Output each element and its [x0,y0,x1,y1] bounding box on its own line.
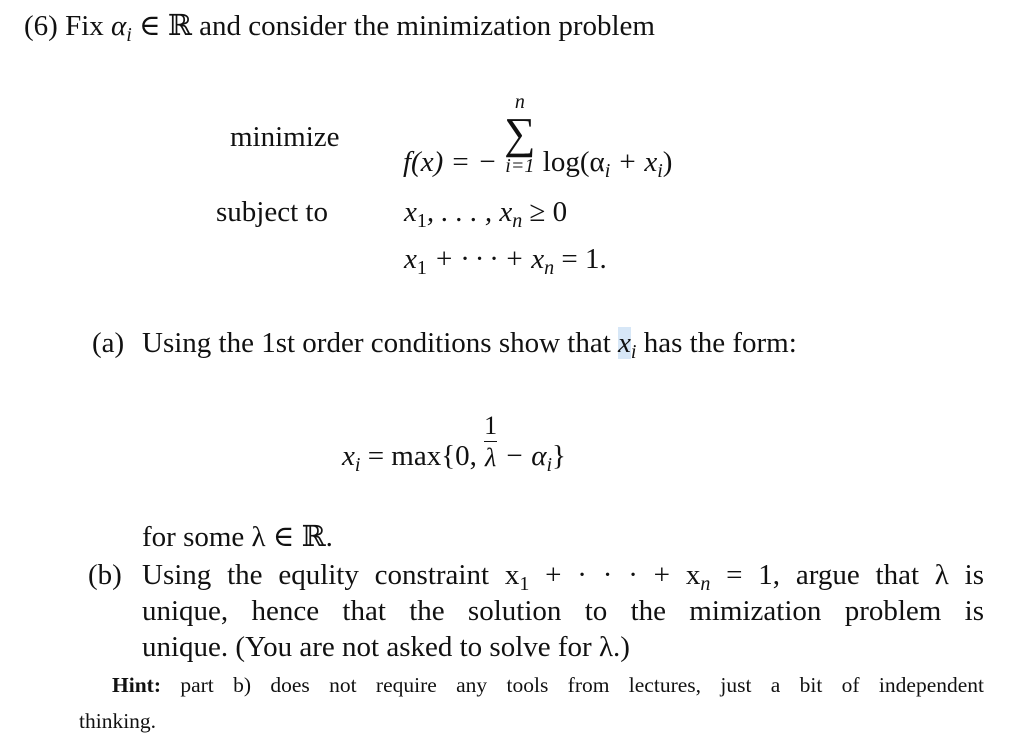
formula-lhs: x [342,440,355,473]
problem-header [24,10,655,46]
formula-lhs-sub: i [354,454,361,477]
part-a-var: x [618,327,631,359]
sum-upper-limit: n [514,91,525,113]
part-b-line1 [142,559,985,595]
problem-number: (6) [24,10,58,42]
sum-lower-limit: i=1 [505,155,535,177]
fraction-denominator: λ [485,443,497,473]
for-some-lambda: for some λ ∈ ℝ. [142,521,333,553]
part-b-line1-b: + · · · + x [529,559,701,591]
sigma-symbol: ∑ [504,109,536,158]
hint-text: part b) does not require any tools from lectures, just a bit of independent [180,673,984,697]
c2-subn: n [544,257,555,279]
c2-sub1: 1 [416,257,427,279]
objective-log: log(α [542,145,605,178]
part-b-sub1: 1 [519,573,530,595]
formula-minus-alpha: − α [504,440,547,473]
part-a-var-sub: i [630,341,637,363]
objective-lhs: f(x) = − [403,145,497,178]
c2-mid: + · · · + x [426,243,545,275]
intro-rest: and consider the minimization problem [199,10,655,42]
objective-alpha-sub: i [604,159,611,182]
part-b-line1-a: Using the equlity constraint x [142,559,520,591]
hint-line1 [112,675,984,697]
formula-alpha-sub: i [546,454,552,477]
c1-subn: n [512,210,523,232]
objective-plus-x: + x [610,145,658,178]
in-reals: ∈ ℝ [139,10,192,42]
part-a-formula [342,411,566,477]
minimize-label: minimize [230,121,340,153]
constraint-sum [404,243,607,279]
intro-text: Fix [65,10,104,42]
hint-line2: thinking. [79,709,157,733]
hint-label: Hint: [112,673,161,697]
c2-x: x [404,243,417,275]
fraction [484,412,497,472]
part-b-line1-c: = 1, argue that λ is [710,559,985,591]
c1-x: x [404,196,417,228]
formula-close: } [552,440,566,473]
part-a-before: Using the 1st order conditions show that [142,327,611,359]
alpha-symbol: α [111,10,127,42]
subject-to-label: subject to [216,196,328,228]
c1-mid: , . . . , x [426,196,513,228]
part-a-after: has the form: [643,327,797,359]
part-a-label: (a) [92,327,125,359]
c2-end: = 1. [554,243,607,275]
part-b-label: (b) [88,559,122,591]
c1-end: ≥ 0 [522,196,568,228]
part-b-line3: unique. (You are not asked to solve for λ.) [142,631,630,663]
part-a-text [142,327,797,363]
formula-max: = max{0, [360,440,485,473]
c1-sub1: 1 [416,210,427,232]
fraction-numerator: 1 [484,411,498,440]
alpha-subscript: i [126,24,132,46]
objective-close: ) [662,145,673,178]
part-b-subn: n [700,573,711,595]
part-b-line2: unique, hence that the solution to the mimization problem is [142,595,984,627]
objective-x-sub: i [657,159,663,182]
objective-function [403,91,673,182]
fraction-bar [484,441,497,442]
summation [504,92,535,176]
constraint-nonneg [404,196,568,232]
